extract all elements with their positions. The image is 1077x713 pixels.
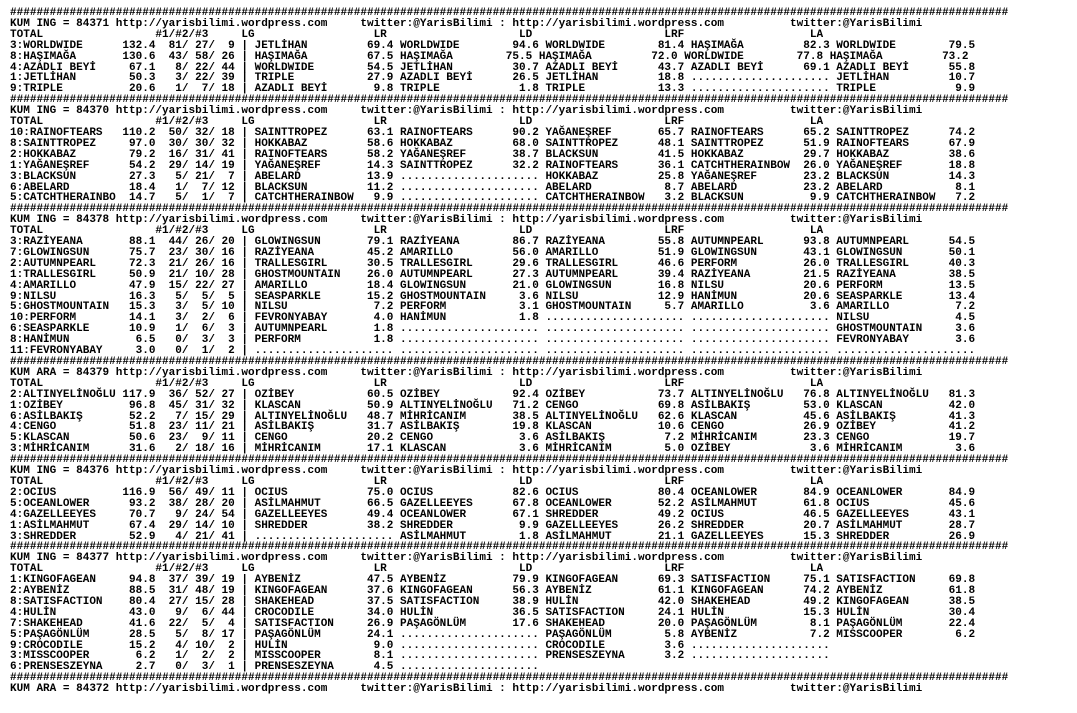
horse-row: 11:FEVRONYABAY 3.0 0/ 1/ 2 | ..................... ..................... ..................... ..................... .....................	[10, 345, 976, 358]
horse-row: 3:MISSCOOPER 6.2 1/ 2/ 2 | MISSCOOPER 8.1 ..................... PRENSESZEYNA 3.2 .....................	[10, 650, 830, 663]
separator-line: #######################################################################################################################################################	[10, 454, 1009, 467]
horse-row: 4:AZADLI BEYİ 67.1 8/ 22/ 44 | WORLDWIDE 54.5 JETLİHAN 30.7 AZADLI BEYİ 43.7 AZADLI BEYİ 69.1 AZADLI BEYİ 55.8	[10, 61, 976, 74]
horse-row: 3:MİHRİCANIM 31.6 2/ 18/ 16 | MİHRİCANIM 17.1 KLASCAN 3.6 MİHRİCANIM 5.0 OZİBEY 3.6 MİHRİCANIM 3.6	[10, 443, 976, 456]
horse-row: 1:OZİBEY 96.8 45/ 31/ 32 | KLASCAN 50.9 ALTINYELİNOĞLU 71.2 CENGO 69.8 ASİLBAKIŞ 53.0 KLASCAN 42.0	[10, 399, 976, 412]
horse-row: 2:OCIUS 116.9 56/ 49/ 11 | OCIUS 75.0 OCIUS 82.6 OCIUS 80.4 OCEANLOWER 84.9 OCEANLOWER 84.9	[10, 486, 976, 499]
column-header-line: TOTAL #1/#2/#3 LG LR LD LRF LA	[10, 377, 824, 390]
separator-line: #######################################################################################################################################################	[10, 541, 1009, 554]
column-header-line: TOTAL #1/#2/#3 LG LR LD LRF LA	[10, 475, 824, 488]
horse-row: 1:YAĞANEŞREF 54.2 29/ 14/ 19 | YAĞANEŞREF 14.3 SAINTTROPEZ 32.2 RAINOFTEARS 36.1 CATCHTHERAINBOW 26.0 YAĞANEŞREF 18.8	[10, 159, 976, 172]
horse-row: 3:BLACKSUN 27.3 5/ 21/ 7 | ABELARD 13.9 ..................... HOKKABAZ 25.8 YAĞANEŞREF 23.2 BLACKSUN 14.3	[10, 170, 976, 183]
horse-row: 4:AMARILLO 47.9 15/ 22/ 27 | AMARILLO 18.4 GLOWINGSUN 21.0 GLOWINGSUN 16.8 NILSU 20.6 PERFORM 13.5	[10, 279, 976, 292]
horse-row: 6:PRENSESZEYNA 2.7 0/ 3/ 1 | PRENSESZEYNA 4.5 .....................	[10, 661, 539, 674]
horse-row: 2:HOKKABAZ 79.2 16/ 31/ 41 | RAINOFTEARS 58.2 YAĞANEŞREF 38.7 BLACKSUN 41.5 HOKKABAZ 29.7 HOKKABAZ 38.6	[10, 148, 976, 161]
horse-row: 5:GHOSTMOUNTAIN 15.3 3/ 5/ 10 | NILSU 7.2 PERFORM 3.1 GHOSTMOUNTAIN 5.7 AMARILLO 3.6 AMARILLO 7.2	[10, 301, 976, 314]
horse-row: 6:ABELARD 18.4 1/ 7/ 12 | BLACKSUN 11.2 ..................... ABELARD 8.7 ABELARD 23.2 ABELARD 8.1	[10, 181, 976, 194]
horse-row: 2:ALTINYELİNOĞLU 117.9 36/ 52/ 27 | OZİBEY 60.5 OZİBEY 92.4 OZİBEY 73.7 ALTINYELİNOĞLU 76.8 ALTINYELİNOĞLU 81.3	[10, 388, 976, 401]
race-header-line: KUM ING = 84378 http://yarisbilimi.wordpress.com twitter:@YarisBilimi : http://yarisbilimi.wordpress.com twitter:@YarisBilimi	[10, 214, 923, 227]
race-header-line: KUM ING = 84376 http://yarisbilimi.wordpress.com twitter:@YarisBilimi : http://yarisbilimi.wordpress.com twitter:@YarisBilimi	[10, 465, 923, 478]
horse-row: 5:CATCHTHERAINBO 14.7 5/ 1/ 7 | CATCHTHERAINBOW 9.9 ..................... CATCHTHERAINBOW 3.2 BLACKSUN 9.9 CATCHTHERAINBOW 7.2	[10, 192, 976, 205]
horse-row: 8:HANİMUN 6.5 0/ 3/ 3 | PERFORM 1.8 ..................... ..................... ..................... FEVRONYABAY 3.6	[10, 334, 976, 347]
horse-row: 8:SAINTTROPEZ 97.0 30/ 30/ 32 | HOKKABAZ 58.6 HOKKABAZ 68.0 SAINTTROPEZ 48.1 SAINTTROPEZ 51.9 RAINOFTEARS 67.9	[10, 137, 976, 150]
horse-row: 1:KINGOFAGEAN 94.8 37/ 39/ 19 | AYBENİZ 47.5 AYBENİZ 79.9 KINGOFAGEAN 69.3 SATISFACTION 75.1 SATISFACTION 69.8	[10, 574, 976, 587]
horse-row: 4:CENGO 51.8 23/ 11/ 21 | ASİLBAKIŞ 31.7 ASİLBAKIŞ 19.8 KLASCAN 10.6 CENGO 26.9 OZİBEY 41.2	[10, 421, 976, 434]
horse-row: 1:JETLİHAN 50.3 3/ 22/ 39 | TRIPLE 27.9 AZADLI BEYİ 26.5 JETLİHAN 18.8 ..................... JETLİHAN 10.7	[10, 72, 976, 85]
horse-row: 9:NILSU 16.3 5/ 5/ 5 | SEASPARKLE 15.2 GHOSTMOUNTAIN 3.6 NILSU 12.9 HANİMUN 20.6 SEASPARKLE 13.4	[10, 290, 976, 303]
horse-row: 8:SATISFACTION 80.4 27/ 15/ 28 | SHAKEHEAD 37.5 SATISFACTION 38.9 HULİN 42.0 SHAKEHEAD 49.2 KINGOFAGEAN 38.5	[10, 595, 976, 608]
horse-row: 9:CROCODILE 15.2 4/ 10/ 2 | HULİN 9.0 ..................... CROCODILE 3.6 .....................	[10, 639, 830, 652]
horse-row: 2:AYBENİZ 88.5 31/ 48/ 19 | KINGOFAGEAN 37.6 KINGOFAGEAN 56.3 AYBENİZ 61.1 KINGOFAGEAN 74.2 AYBENİZ 61.8	[10, 585, 976, 598]
horse-row: 3:WORLDWIDE 132.4 81/ 27/ 9 | JETLİHAN 69.4 WORLDWIDE 94.6 WORLDWIDE 81.4 HAŞIMAĞA 82.3 WORLDWIDE 79.5	[10, 39, 976, 52]
horse-row: 7:GLOWINGSUN 75.7 23/ 30/ 16 | RAZİYEANA 45.2 AMARILLO 56.0 AMARILLO 51.9 GLOWINGSUN 43.1 GLOWINGSUN 50.1	[10, 246, 976, 259]
horse-row: 6:ASİLBAKIŞ 52.2 7/ 15/ 29 | ALTINYELİNOĞLU 48.7 MİHRİCANIM 38.5 ALTINYELİNOĞLU 62.6 KLASCAN 45.6 ASİLBAKIŞ 41.3	[10, 410, 976, 423]
horse-row: 7:SHAKEHEAD 41.6 22/ 5/ 4 | SATISFACTION 26.9 PAŞAGÖNLÜM 17.6 SHAKEHEAD 20.0 PAŞAGÖNLÜM 8.1 PAŞAGÖNLÜM 22.4	[10, 617, 976, 630]
separator-line: #######################################################################################################################################################	[10, 203, 1009, 216]
horse-row: 5:PAŞAGÖNLÜM 28.5 5/ 8/ 17 | PAŞAGÖNLÜM 24.1 ..................... PAŞAGÖNLÜM 5.8 AYBENİZ 7.2 MISSCOOPER 6.2	[10, 628, 976, 641]
horse-row: 5:KLASCAN 50.6 23/ 9/ 11 | CENGO 20.2 CENGO 3.6 ASİLBAKIŞ 7.2 MİHRİCANIM 23.3 CENGO 19.7	[10, 432, 976, 445]
horse-row: 5:OCEANLOWER 93.2 38/ 28/ 20 | ASİLMAHMUT 66.5 GAZELLEEYES 67.8 OCEANLOWER 52.2 ASİLMAHMUT 61.8 OCIUS 45.6	[10, 497, 976, 510]
race-header-line: KUM ING = 84370 http://yarisbilimi.wordpress.com twitter:@YarisBilimi : http://yarisbilimi.wordpress.com twitter:@YarisBilimi	[10, 105, 923, 118]
column-header-line: TOTAL #1/#2/#3 LG LR LD LRF LA	[10, 28, 824, 41]
horse-row: 10:PERFORM 14.1 3/ 2/ 6 | FEVRONYABAY 4.0 HANİMUN 1.8 ..................... ..................... NILSU 4.5	[10, 312, 976, 325]
horse-row: 10:RAINOFTEARS 110.2 50/ 32/ 18 | SAINTTROPEZ 63.1 RAINOFTEARS 90.2 YAĞANEŞREF 65.7 RAINOFTEARS 65.2 SAINTTROPEZ 74.2	[10, 126, 976, 139]
race-header-line: KUM ARA = 84379 http://yarisbilimi.wordpress.com twitter:@YarisBilimi : http://yarisbilimi.wordpress.com twitter:@YarisBilimi	[10, 366, 923, 379]
column-header-line: TOTAL #1/#2/#3 LG LR LD LRF LA	[10, 563, 824, 576]
race-header-line: KUM ING = 84377 http://yarisbilimi.wordpress.com twitter:@YarisBilimi : http://yarisbilimi.wordpress.com twitter:@YarisBilimi	[10, 552, 923, 565]
column-header-line: TOTAL #1/#2/#3 LG LR LD LRF LA	[10, 225, 824, 238]
horse-row: 8:HAŞIMAĞA 130.6 43/ 58/ 26 | HAŞIMAĞA 67.5 HAŞIMAĞA 75.5 HAŞIMAĞA 72.0 WORLDWIDE 77.8 HAŞIMAĞA 73.2	[10, 50, 969, 63]
horse-row: 3:RAZİYEANA 88.1 44/ 26/ 20 | GLOWINGSUN 79.1 RAZİYEANA 86.7 RAZİYEANA 55.8 AUTUMNPEARL 93.8 AUTUMNPEARL 54.5	[10, 236, 976, 249]
horse-row: 4:HULİN 43.0 9/ 6/ 44 | CROCODILE 34.0 HULİN 36.5 SATISFACTION 24.1 HULİN 15.3 HULİN 30.4	[10, 606, 976, 619]
horse-row: 4:GAZELLEEYES 70.7 9/ 24/ 54 | GAZELLEEYES 49.4 OCEANLOWER 67.1 SHREDDER 49.2 OCIUS 46.5 GAZELLEEYES 43.1	[10, 508, 976, 521]
separator-line: #######################################################################################################################################################	[10, 672, 1009, 685]
horse-row: 2:AUTUMNPEARL 72.3 21/ 26/ 16 | TRALLESGIRL 30.5 TRALLESGIRL 29.6 TRALLESGIRL 46.6 PERFORM 26.0 TRALLESGIRL 40.3	[10, 257, 976, 270]
race-header-line: KUM ARA = 84372 http://yarisbilimi.wordpress.com twitter:@YarisBilimi : http://yarisbilimi.wordpress.com twitter:@YarisBilimi	[10, 683, 923, 696]
horse-row: 1:ASİLMAHMUT 67.4 29/ 14/ 10 | SHREDDER 38.2 SHREDDER 9.9 GAZELLEEYES 26.2 SHREDDER 20.7 ASİLMAHMUT 28.7	[10, 519, 976, 532]
race-header-line: KUM ING = 84371 http://yarisbilimi.wordpress.com twitter:@YarisBilimi : http://yarisbilimi.wordpress.com twitter:@YarisBilimi	[10, 17, 923, 30]
horse-row: 6:SEASPARKLE 10.9 1/ 6/ 3 | AUTUMNPEARL 1.8 ..................... ..................... ..................... GHOSTMOUNTAIN 3.6	[10, 323, 976, 336]
separator-line: #######################################################################################################################################################	[10, 356, 1009, 368]
race-report-text	[10, 8, 1008, 695]
column-header-line: TOTAL #1/#2/#3 LG LR LD LRF LA	[10, 116, 824, 129]
horse-row: 3:SHREDDER 52.9 4/ 21/ 41 | ..................... ASİLMAHMUT 1.8 ASİLMAHMUT 21.1 GAZELLEEYES 15.3 SHREDDER 26.9	[10, 530, 976, 543]
horse-row: 9:TRIPLE 20.6 1/ 7/ 18 | AZADLI BEYİ 9.8 TRIPLE 1.8 TRIPLE 13.3 ..................... TRIPLE 9.9	[10, 83, 976, 96]
separator-line: #######################################################################################################################################################	[10, 94, 1009, 107]
horse-row: 1:TRALLESGIRL 50.9 21/ 10/ 28 | GHOSTMOUNTAIN 26.0 AUTUMNPEARL 27.3 AUTUMNPEARL 39.4 RAZİYEANA 21.5 RAZİYEANA 38.5	[10, 268, 976, 281]
separator-line: #######################################################################################################################################################	[10, 7, 1009, 19]
